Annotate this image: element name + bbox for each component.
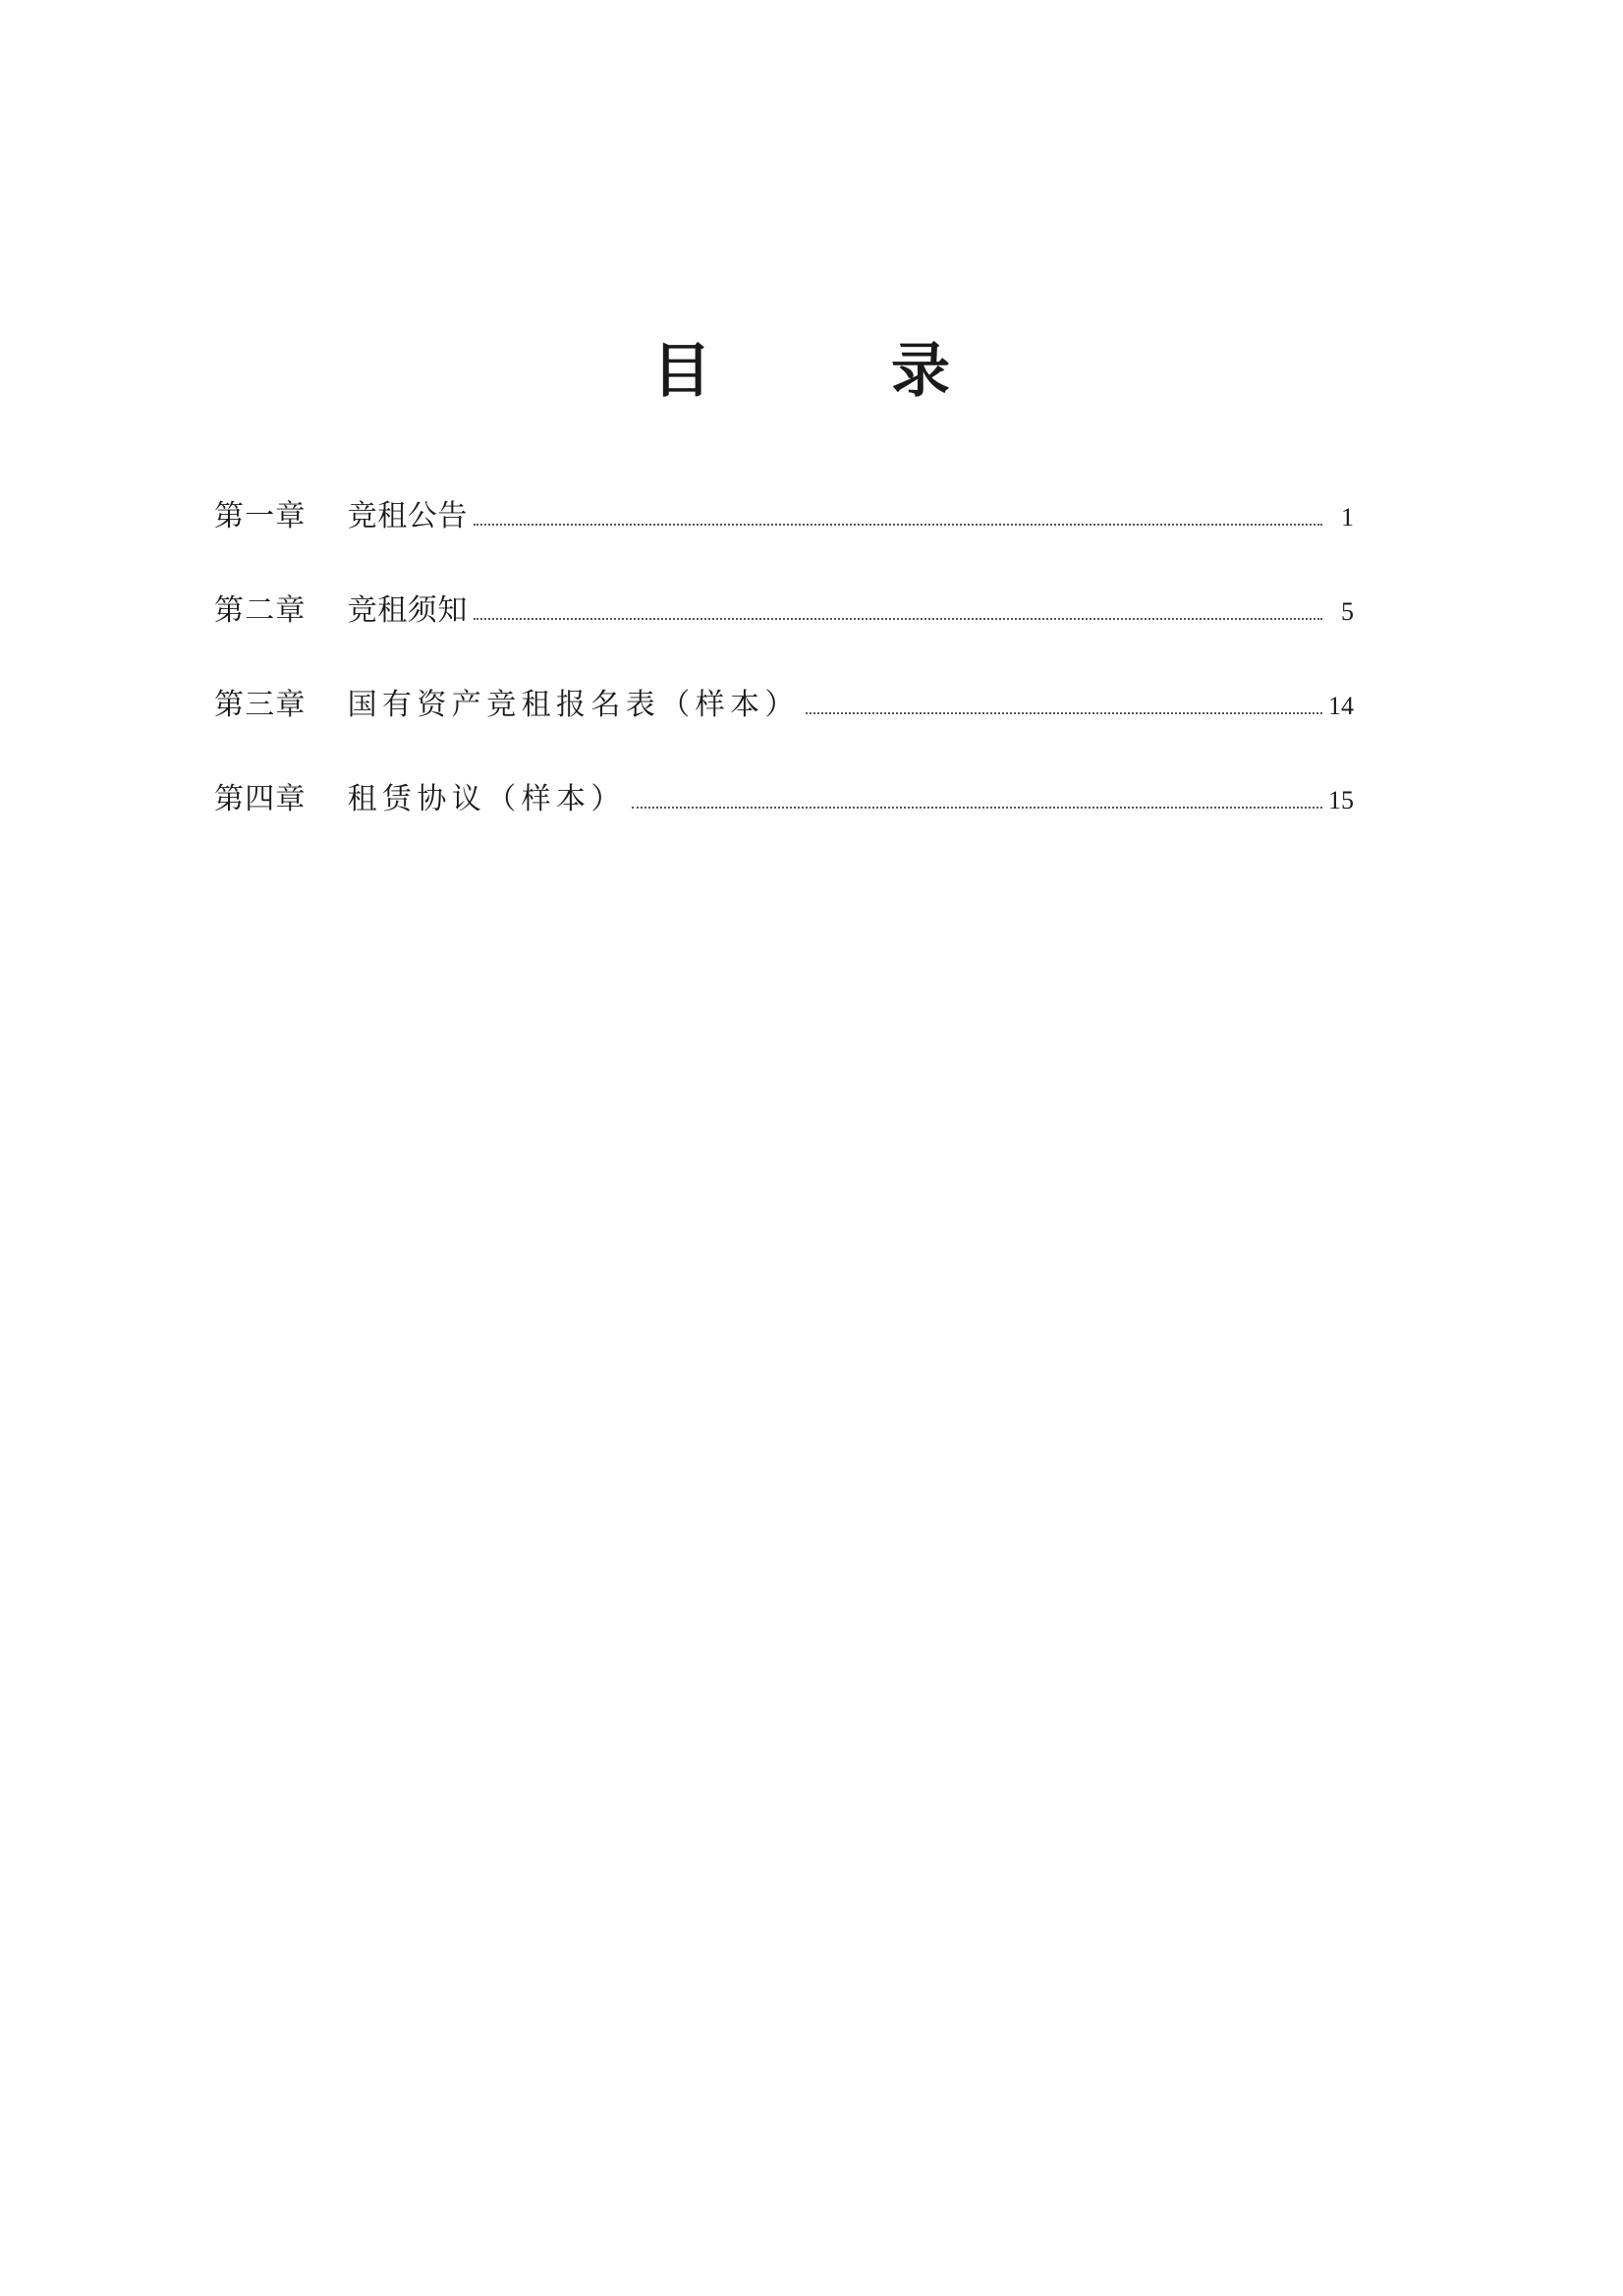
toc-leader-dots (632, 806, 1322, 809)
table-of-contents (214, 491, 1354, 868)
page-title: 目 录 (652, 339, 971, 404)
toc-leader-dots (474, 617, 1322, 620)
toc-leader-dots (474, 523, 1322, 526)
toc-chapter-label: 第四章 (214, 783, 307, 815)
toc-leader-dots (806, 711, 1322, 714)
toc-entry-1[interactable] (214, 491, 1354, 534)
toc-entry-2[interactable] (214, 586, 1354, 629)
toc-page-number: 5 (1341, 597, 1354, 626)
toc-section-title: 竞租公告 (347, 500, 469, 532)
toc-entry-4[interactable] (214, 774, 1354, 817)
toc-section-title: 租赁协议（样本） (347, 783, 626, 815)
toc-page-number: 14 (1328, 692, 1354, 720)
toc-entry-3[interactable] (214, 680, 1354, 723)
toc-section-title: 国有资产竞租报名表（样本） (347, 689, 800, 721)
toc-chapter-label: 第二章 (214, 594, 307, 627)
toc-page-number: 15 (1328, 786, 1354, 814)
toc-chapter-label: 第三章 (214, 689, 307, 721)
toc-chapter-label: 第一章 (214, 500, 307, 532)
toc-section-title: 竞租须知 (347, 594, 469, 627)
toc-page-number: 1 (1341, 503, 1354, 532)
